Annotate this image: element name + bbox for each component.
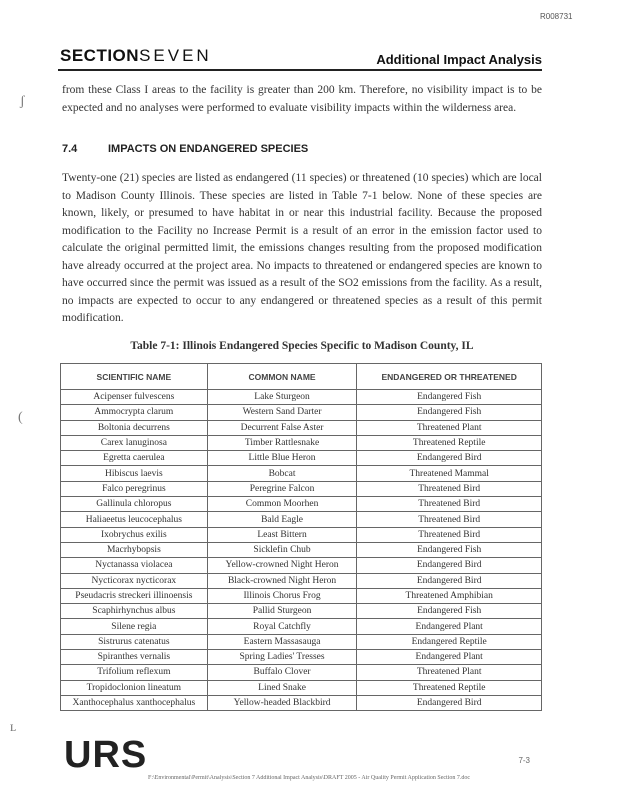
common-name-cell: Royal Catchfly [207, 619, 357, 634]
status-cell: Endangered Plant [357, 619, 542, 634]
table-row [61, 588, 542, 603]
table-row [61, 390, 542, 405]
header-rule [58, 69, 542, 71]
table-row [61, 573, 542, 588]
table-row [61, 619, 542, 634]
urs-logo: URS [64, 734, 148, 776]
scientific-name-cell: Nyctanassa violacea [61, 558, 208, 573]
status-cell: Endangered Bird [357, 451, 542, 466]
status-cell: Endangered Plant [357, 650, 542, 665]
scientific-name-cell: Falco peregrinus [61, 481, 208, 496]
status-cell: Endangered Reptile [357, 634, 542, 649]
common-name-cell: Decurrent False Aster [207, 420, 357, 435]
common-name-cell: Lined Snake [207, 680, 357, 695]
table-row [61, 420, 542, 435]
common-name-cell: Bobcat [207, 466, 357, 481]
table-header-row [61, 364, 542, 390]
common-name-cell: Timber Rattlesnake [207, 435, 357, 450]
section-title-light: SEVEN [139, 46, 212, 65]
scientific-name-cell: Ixobrychus exilis [61, 527, 208, 542]
scientific-name-cell: Acipenser fulvescens [61, 390, 208, 405]
status-cell: Endangered Fish [357, 542, 542, 557]
table-row [61, 451, 542, 466]
scientific-name-cell: Silene regia [61, 619, 208, 634]
footer-path: F:\Environmental\Permit\Analysis\Section 7 Additional Impact Analysis\DRAFT 2005 - Air Quality Permit Application Section 7.doc [148, 775, 471, 781]
common-name-cell: Western Sand Darter [207, 405, 357, 420]
scientific-name-cell: Xanthocephalus xanthocephalus [61, 695, 208, 710]
scientific-name-cell: Haliaeetus leucocephalus [61, 512, 208, 527]
table-row [61, 558, 542, 573]
common-name-cell: Common Moorhen [207, 497, 357, 512]
status-cell: Endangered Fish [357, 405, 542, 420]
page-number: 7-3 [518, 756, 530, 765]
scientific-name-cell: Nycticorax nycticorax [61, 573, 208, 588]
section-title-bold: SECTION [60, 46, 140, 65]
table-row [61, 680, 542, 695]
status-cell: Threatened Mammal [357, 466, 542, 481]
status-cell: Endangered Bird [357, 695, 542, 710]
table-row [61, 695, 542, 710]
section-heading-title: IMPACTS ON ENDANGERED SPECIES [108, 143, 309, 155]
common-name-cell: Spring Ladies' Tresses [207, 650, 357, 665]
scientific-name-cell: Ammocrypta clarum [61, 405, 208, 420]
margin-mark: ( [18, 410, 23, 425]
common-name-cell: Lake Sturgeon [207, 390, 357, 405]
status-cell: Threatened Plant [357, 665, 542, 680]
table-row [61, 481, 542, 496]
status-cell: Endangered Bird [357, 558, 542, 573]
section-title [60, 46, 212, 66]
table-row [61, 405, 542, 420]
scientific-name-cell: Boltonia decurrens [61, 420, 208, 435]
status-cell: Endangered Fish [357, 390, 542, 405]
status-cell: Threatened Plant [357, 420, 542, 435]
status-cell: Threatened Bird [357, 497, 542, 512]
common-name-cell: Least Bittern [207, 527, 357, 542]
scientific-name-cell: Gallinula chloropus [61, 497, 208, 512]
header-common-name: COMMON NAME [207, 364, 357, 390]
status-cell: Threatened Bird [357, 512, 542, 527]
table-row [61, 435, 542, 450]
common-name-cell: Little Blue Heron [207, 451, 357, 466]
common-name-cell: Sicklefin Chub [207, 542, 357, 557]
scientific-name-cell: Spiranthes vernalis [61, 650, 208, 665]
document-id: R008731 [540, 12, 573, 21]
scientific-name-cell: Trifolium reflexum [61, 665, 208, 680]
common-name-cell: Illinois Chorus Frog [207, 588, 357, 603]
table-row [61, 650, 542, 665]
header-status: ENDANGERED OR THREATENED [357, 364, 542, 390]
scientific-name-cell: Scaphirhynchus albus [61, 604, 208, 619]
table-row [61, 665, 542, 680]
scientific-name-cell: Sistrurus catenatus [61, 634, 208, 649]
common-name-cell: Buffalo Clover [207, 665, 357, 680]
table-row [61, 634, 542, 649]
margin-mark: ʃ [20, 94, 25, 109]
scientific-name-cell: Pseudacris streckeri illinoensis [61, 588, 208, 603]
species-table [60, 363, 542, 711]
header-title: Additional Impact Analysis [376, 52, 542, 67]
scientific-name-cell: Hibiscus laevis [61, 466, 208, 481]
scientific-name-cell: Tropidoclonion lineatum [61, 680, 208, 695]
common-name-cell: Yellow-headed Blackbird [207, 695, 357, 710]
status-cell: Threatened Bird [357, 481, 542, 496]
paragraph-endangered: Twenty-one (21) species are listed as endangered (11 species) or threatened (10 species) which are local to Madison County Illinois. These species are listed in Table 7-1 below. None of these species are known, likely, or presumed to have habitat in or near this industrial facility. Because the proposed modification to the Facility no Increase Permit is a result of an error in the emission factor used to calculate the original permitted limit, the emissions changes resulting from the proposed modification have already occurred at the project area. No impacts to threatened or endangered species are known to have occurred since the permit was issued as a result of the SO2 emissions from the facility. As a result, no impacts are expected to occur to any endangered or threatened species as a result of this permit modification. [62, 172, 542, 324]
table-row [61, 527, 542, 542]
common-name-cell: Bald Eagle [207, 512, 357, 527]
status-cell: Endangered Bird [357, 573, 542, 588]
status-cell: Threatened Bird [357, 527, 542, 542]
common-name-cell: Black-crowned Night Heron [207, 573, 357, 588]
table-row [61, 497, 542, 512]
table-row [61, 542, 542, 557]
section-number: 7.4 [62, 143, 78, 155]
header-scientific-name: SCIENTIFIC NAME [61, 364, 208, 390]
common-name-cell: Pallid Sturgeon [207, 604, 357, 619]
status-cell: Threatened Reptile [357, 435, 542, 450]
table-row [61, 466, 542, 481]
common-name-cell: Eastern Massasauga [207, 634, 357, 649]
scientific-name-cell: Macrhybopsis [61, 542, 208, 557]
table-row [61, 512, 542, 527]
section-heading [62, 143, 308, 155]
scientific-name-cell: Carex lanuginosa [61, 435, 208, 450]
status-cell: Threatened Reptile [357, 680, 542, 695]
table-row [61, 604, 542, 619]
common-name-cell: Peregrine Falcon [207, 481, 357, 496]
common-name-cell: Yellow-crowned Night Heron [207, 558, 357, 573]
status-cell: Endangered Fish [357, 604, 542, 619]
status-cell: Threatened Amphibian [357, 588, 542, 603]
margin-mark: ʟ [10, 720, 17, 735]
scientific-name-cell: Egretta caerulea [61, 451, 208, 466]
paragraph-visibility: from these Class I areas to the facility is greater than 200 km. Therefore, no visibility impact is to be expected and no analyses were performed to evaluate visibility impacts within the wilderness area. [62, 84, 542, 114]
table-caption: Table 7-1: Illinois Endangered Species Specific to Madison County, IL [130, 340, 474, 352]
